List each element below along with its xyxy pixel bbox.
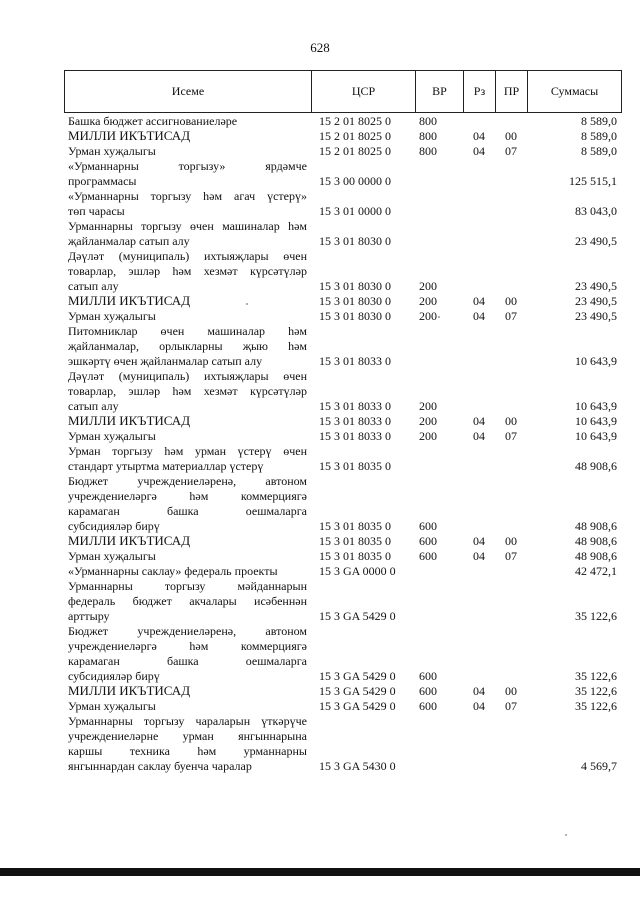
row-sum: 42 472,1 <box>575 564 617 578</box>
row-sum: 35 122,6 <box>575 669 617 683</box>
header-vr: ВР <box>416 71 464 113</box>
row-name <box>64 429 311 444</box>
row-rz: 04 <box>473 429 485 443</box>
row-name <box>64 144 311 159</box>
row-name-line: эшкәртү өчен җайланмалар сатып алу <box>68 354 263 368</box>
row-name-line: субсидияләр бирү <box>68 519 160 533</box>
row-sum: 48 908,6 <box>575 519 617 533</box>
row-name-line: Урман хуҗалыгы <box>68 699 156 713</box>
table-row <box>64 714 621 774</box>
row-rz: 04 <box>473 144 485 158</box>
row-rz: 04 <box>473 294 485 308</box>
row-csr: 15 3 01 8033 0 <box>319 354 391 368</box>
row-sum: 35 122,6 <box>575 609 617 623</box>
row-name-line: җайланмалар сатып алу <box>68 234 190 248</box>
row-sum: 10 643,9 <box>575 399 617 413</box>
row-name <box>64 189 311 219</box>
row-name-line: федераль бюджет акчалары исәбеннән <box>68 594 307 608</box>
row-sum: 35 122,6 <box>575 699 617 713</box>
row-name <box>64 294 311 309</box>
row-vr: 600 <box>419 669 437 683</box>
row-vr: 600 <box>419 549 437 563</box>
row-csr: 15 3 01 8033 0 <box>319 429 391 443</box>
row-name-line: программасы <box>68 174 137 188</box>
row-name-line: МИЛЛИ ИКЪТИСАД <box>68 534 191 548</box>
scan-speck <box>246 303 248 305</box>
header-name: Исеме <box>65 71 312 113</box>
table-row <box>64 549 621 564</box>
table-row <box>64 579 621 624</box>
row-pr: 00 <box>505 414 517 428</box>
row-vr: 200 <box>419 429 437 443</box>
row-name-line: Урманнарны торгызу мәйданнарын <box>68 579 307 593</box>
row-name <box>64 114 311 129</box>
row-name-line: сатып алу <box>68 399 119 413</box>
row-csr: 15 3 01 0000 0 <box>319 204 391 218</box>
row-csr: 15 2 01 8025 0 <box>319 144 391 158</box>
row-sum: 23 490,5 <box>575 309 617 323</box>
scan-speck <box>565 834 567 836</box>
row-name-line: «Урманнарны саклау» федераль проекты <box>68 564 278 578</box>
row-pr: 00 <box>505 129 517 143</box>
row-name <box>64 219 311 249</box>
row-name-line: «Урманнарны торгызу һәм агач үстерү» <box>68 189 307 203</box>
row-name <box>64 699 311 714</box>
row-name-line: Урманнарны торгызу өчен машиналар һәм <box>68 219 307 233</box>
row-name <box>64 129 311 144</box>
row-name-line: товарлар, эшләр һәм хезмәт күрсәтүләр <box>68 384 307 398</box>
row-name <box>64 414 311 429</box>
table-row <box>64 429 621 444</box>
row-sum: 23 490,5 <box>575 234 617 248</box>
row-rz: 04 <box>473 414 485 428</box>
row-vr: 600 <box>419 519 437 533</box>
row-name-line: Урман торгызу һәм урман үстерү өчен <box>68 444 307 458</box>
row-vr: 600 <box>419 699 437 713</box>
row-name-line: карамаган башка оешмаларга <box>68 654 307 668</box>
header-sum: Суммасы <box>528 71 622 113</box>
row-csr: 15 3 01 8030 0 <box>319 279 391 293</box>
row-name-line: Питомниклар өчен машиналар һәм <box>68 324 307 338</box>
page-number: 628 <box>310 40 330 55</box>
header-csr: ЦСР <box>312 71 416 113</box>
row-name-line: МИЛЛИ ИКЪТИСАД <box>68 414 191 428</box>
row-pr: 07 <box>505 309 517 323</box>
row-vr: 200 <box>419 309 437 323</box>
row-name-line: арттыру <box>68 609 110 623</box>
row-csr: 15 3 GA 5429 0 <box>319 609 396 623</box>
row-name-line: карамаган башка оешмаларга <box>68 504 307 518</box>
row-csr: 15 3 01 8035 0 <box>319 519 391 533</box>
row-name-line: каршы техника һәм урманнарны <box>68 744 307 758</box>
row-name <box>64 249 311 294</box>
row-name <box>64 309 311 324</box>
table-row <box>64 699 621 714</box>
row-vr: 200 <box>419 399 437 413</box>
table-row <box>64 144 621 159</box>
row-rz: 04 <box>473 534 485 548</box>
row-pr: 07 <box>505 429 517 443</box>
row-pr: 00 <box>505 294 517 308</box>
scan-speck <box>438 316 440 318</box>
table-row <box>64 369 621 414</box>
row-rz: 04 <box>473 129 485 143</box>
row-pr: 00 <box>505 534 517 548</box>
row-name-line: төп чарасы <box>68 204 125 218</box>
row-rz: 04 <box>473 309 485 323</box>
row-sum: 8 589,0 <box>581 144 617 158</box>
row-name-line: Урман хуҗалыгы <box>68 309 156 323</box>
table-row <box>64 309 621 324</box>
table-body <box>64 114 621 774</box>
table-row <box>64 189 621 219</box>
row-vr: 600 <box>419 684 437 698</box>
row-name <box>64 549 311 564</box>
row-sum: 10 643,9 <box>575 414 617 428</box>
table-row <box>64 219 621 249</box>
row-csr: 15 2 01 8025 0 <box>319 129 391 143</box>
table-row <box>64 294 621 309</box>
row-name-line: Бюджет учреждениеләренә, автоном <box>68 624 307 638</box>
row-name-line: учреждениеләрне урман янгыннарына <box>68 729 307 743</box>
row-rz: 04 <box>473 549 485 563</box>
row-sum: 8 589,0 <box>581 129 617 143</box>
row-pr: 07 <box>505 144 517 158</box>
row-vr: 800 <box>419 129 437 143</box>
row-vr: 200 <box>419 294 437 308</box>
table-row <box>64 159 621 189</box>
table-row <box>64 249 621 294</box>
row-rz: 04 <box>473 699 485 713</box>
table-row <box>64 564 621 579</box>
row-rz: 04 <box>473 684 485 698</box>
row-sum: 8 589,0 <box>581 114 617 128</box>
row-csr: 15 3 01 8033 0 <box>319 414 391 428</box>
row-sum: 10 643,9 <box>575 354 617 368</box>
row-name-line: Дәүләт (муниципаль) ихтыяҗлары өчен <box>68 369 307 383</box>
table-row <box>64 114 621 129</box>
row-sum: 4 569,7 <box>581 759 617 773</box>
row-vr: 200 <box>419 414 437 428</box>
row-name-line: Урман хуҗалыгы <box>68 429 156 443</box>
row-name-line: МИЛЛИ ИКЪТИСАД <box>68 684 191 698</box>
table-row <box>64 324 621 369</box>
table-row <box>64 444 621 474</box>
row-name-line: янгыннардан саклау буенча чаралар <box>68 759 252 773</box>
row-sum: 48 908,6 <box>575 534 617 548</box>
row-name-line: Башка бюджет ассигнованиеләре <box>68 114 238 128</box>
row-name <box>64 324 311 369</box>
row-csr: 15 3 01 8035 0 <box>319 534 391 548</box>
row-csr: 15 3 00 0000 0 <box>319 174 391 188</box>
row-csr: 15 3 01 8035 0 <box>319 549 391 563</box>
row-csr: 15 3 GA 5430 0 <box>319 759 396 773</box>
table-header <box>64 70 622 113</box>
table-row <box>64 534 621 549</box>
row-name-line: «Урманнарны торгызу» ярдәмче <box>68 159 307 173</box>
row-name <box>64 444 311 474</box>
row-sum: 83 043,0 <box>575 204 617 218</box>
row-sum: 48 908,6 <box>575 549 617 563</box>
row-name <box>64 534 311 549</box>
row-name-line: учреждениеләргә һәм коммерциягә <box>68 639 307 653</box>
header-rz: Рз <box>464 71 496 113</box>
row-name <box>64 714 311 774</box>
header-pr: ПР <box>496 71 528 113</box>
row-name-line: сатып алу <box>68 279 119 293</box>
row-csr: 15 3 01 8030 0 <box>319 309 391 323</box>
row-name <box>64 159 311 189</box>
row-sum: 10 643,9 <box>575 429 617 443</box>
row-csr: 15 3 GA 5429 0 <box>319 699 396 713</box>
row-vr: 200 <box>419 279 437 293</box>
row-csr: 15 3 01 8033 0 <box>319 399 391 413</box>
row-pr: 07 <box>505 549 517 563</box>
row-csr: 15 3 GA 5429 0 <box>319 684 396 698</box>
row-csr: 15 2 01 8025 0 <box>319 114 391 128</box>
table-row <box>64 129 621 144</box>
row-name-line: җайланмалар, орлыкларны җыю һәм <box>68 339 307 353</box>
row-name-line: Бюджет учреждениеләренә, автоном <box>68 474 307 488</box>
row-vr: 600 <box>419 534 437 548</box>
table-row <box>64 474 621 534</box>
row-name-line: учреждениеләргә һәм коммерциягә <box>68 489 307 503</box>
row-name-line: стандарт утыртма материаллар үстерү <box>68 459 264 473</box>
row-name-line: Урманнарны торгызу чараларын үткәрүче <box>68 714 307 728</box>
row-name-line: товарлар, эшләр һәм хезмәт күрсәтүләр <box>68 264 307 278</box>
row-name <box>64 579 311 624</box>
row-name-line: Урман хуҗалыгы <box>68 549 156 563</box>
row-sum: 125 515,1 <box>569 174 617 188</box>
table-row <box>64 624 621 684</box>
scan-edge-bar <box>0 868 640 876</box>
row-vr: 800 <box>419 114 437 128</box>
row-csr: 15 3 01 8035 0 <box>319 459 391 473</box>
row-name <box>64 474 311 534</box>
row-csr: 15 3 01 8030 0 <box>319 234 391 248</box>
row-sum: 35 122,6 <box>575 684 617 698</box>
row-csr: 15 3 GA 0000 0 <box>319 564 396 578</box>
row-name <box>64 369 311 414</box>
row-csr: 15 3 01 8030 0 <box>319 294 391 308</box>
row-name-line: МИЛЛИ ИКЪТИСАД <box>68 294 191 308</box>
row-name <box>64 684 311 699</box>
row-pr: 00 <box>505 684 517 698</box>
row-vr: 800 <box>419 144 437 158</box>
row-sum: 48 908,6 <box>575 459 617 473</box>
row-pr: 07 <box>505 699 517 713</box>
row-sum: 23 490,5 <box>575 279 617 293</box>
row-sum: 23 490,5 <box>575 294 617 308</box>
row-name-line: Урман хуҗалыгы <box>68 144 156 158</box>
table-row <box>64 684 621 699</box>
row-name-line: Дәүләт (муниципаль) ихтыяҗлары өчен <box>68 249 307 263</box>
row-name <box>64 564 311 579</box>
row-name-line: субсидияләр бирү <box>68 669 160 683</box>
row-csr: 15 3 GA 5429 0 <box>319 669 396 683</box>
table-row <box>64 414 621 429</box>
row-name <box>64 624 311 684</box>
row-name-line: МИЛЛИ ИКЪТИСАД <box>68 129 191 143</box>
